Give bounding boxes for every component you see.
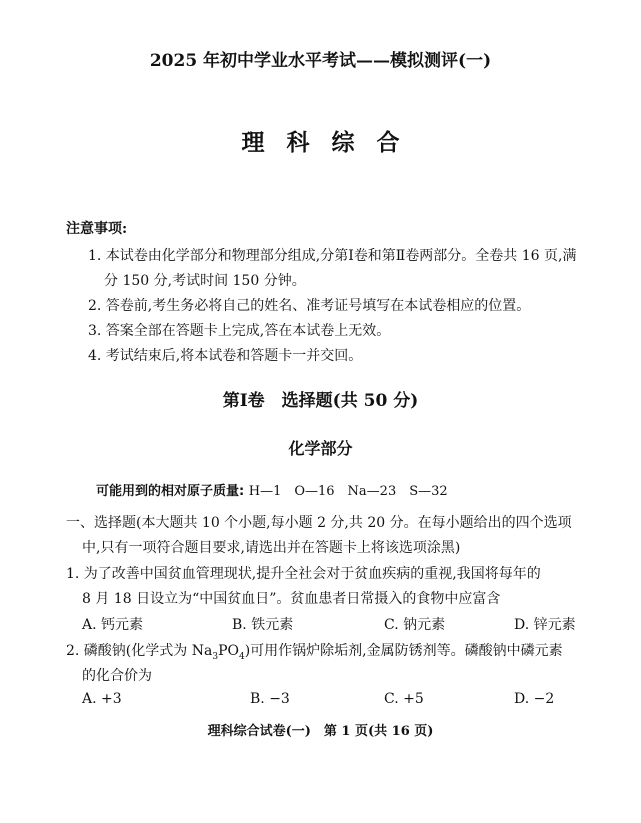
notice-item-4: 4. 考试结束后,将本试卷和答题卡一并交回。 <box>88 348 363 364</box>
q2-sub-3: 3 <box>212 651 219 662</box>
q1-option-c: C. 钠元素 <box>384 617 446 633</box>
part-one-instructions-cont: 中,只有一项符合题目要求,请选出并在答题卡上将该选项涂黑) <box>82 540 461 556</box>
notice-heading: 注意事项: <box>66 221 128 237</box>
q2-option-b: B. −3 <box>250 691 290 707</box>
question-2 <box>66 640 563 662</box>
atomic-mass-label: 可能用到的相对原子质量: <box>96 484 245 499</box>
section-title: 第Ⅰ卷 选择题(共 50 分) <box>222 391 419 411</box>
q2-text-a: 2. 磷酸钠(化学式为 Na <box>66 643 213 659</box>
atomic-mass-values: H—1 O—16 Na—23 S—32 <box>248 484 448 499</box>
q2-sub-4: 4 <box>238 651 245 662</box>
q1-option-a: A. 钙元素 <box>82 617 144 633</box>
subsection-title: 化学部分 <box>288 439 353 458</box>
q2-option-d: D. −2 <box>514 691 555 707</box>
notice-item-1-cont: 分 150 分,考试时间 150 分钟。 <box>104 273 306 289</box>
part-one-instructions: 一、选择题(本大题共 10 个小题,每小题 2 分,共 20 分。在每小题给出的四个选项 <box>66 515 572 531</box>
q1-option-d: D. 锌元素 <box>514 617 576 633</box>
q1-option-b: B. 铁元素 <box>232 617 294 633</box>
q2-option-c: C. +5 <box>384 691 424 707</box>
paper-title: 理科综合 <box>241 129 422 156</box>
exam-header: 2025 年初中学业水平考试——模拟测评(一) <box>149 51 492 71</box>
notice-item-3: 3. 答案全部在答题卡上完成,答在本试卷上无效。 <box>88 323 391 339</box>
notice-item-1: 1. 本试卷由化学部分和物理部分组成,分第Ⅰ卷和第Ⅱ卷两部分。全卷共 16 页,满 <box>88 248 577 264</box>
page-footer: 理科综合试卷(一) 第 1 页(共 16 页) <box>207 724 434 739</box>
notice-item-2: 2. 答卷前,考生务必将自己的姓名、准考证号填写在本试卷相应的位置。 <box>88 298 531 314</box>
atomic-mass-line <box>96 480 448 499</box>
question-1-cont: 8 月 18 日设立为“中国贫血日”。贫血患者日常摄入的食物中应富含 <box>82 591 501 607</box>
question-2-cont: 的化合价为 <box>82 668 152 684</box>
question-1: 1. 为了改善中国贫血管理现状,提升全社会对于贫血疾病的重视,我国将每年的 <box>66 566 541 582</box>
q2-text-c: )可用作锅炉除垢剂,金属防锈剂等。磷酸钠中磷元素 <box>244 643 563 659</box>
q2-option-a: A. +3 <box>82 691 122 707</box>
q2-text-b: PO <box>218 643 239 659</box>
